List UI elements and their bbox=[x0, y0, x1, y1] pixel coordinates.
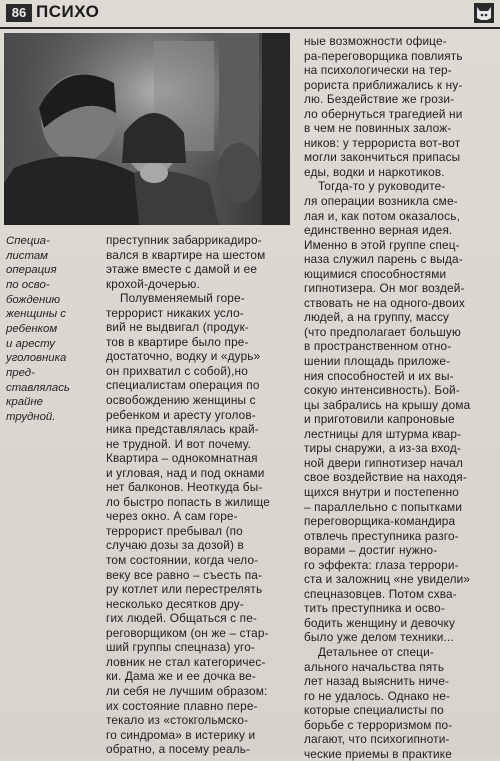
text-line: го не удалось. Однако не- bbox=[304, 688, 451, 703]
caption-line: ставлялась bbox=[6, 381, 70, 394]
photo-caption bbox=[6, 234, 88, 425]
text-line: спецназовцев. Потом схва- bbox=[304, 586, 457, 601]
text-line: этаже вместе с дамой и ее bbox=[106, 262, 258, 277]
text-line: несколько десятков дру- bbox=[106, 596, 244, 611]
text-line: людей, а на группу, массу bbox=[304, 310, 450, 325]
text-line: которые специалисты по bbox=[304, 703, 444, 718]
text-line: через окно. А сам горе- bbox=[106, 509, 238, 524]
text-line: (что предполагает большую bbox=[304, 324, 461, 339]
text-line: гих людей. Общаться с пе- bbox=[106, 611, 257, 626]
text-line: крохой-дочерью. bbox=[106, 276, 200, 291]
text-line: ников: у террориста вот-вот bbox=[304, 135, 461, 150]
caption-line: операция bbox=[6, 264, 57, 277]
text-line: ствовать не на одного-двоих bbox=[304, 295, 465, 310]
text-line: Квартира – однокомнатная bbox=[106, 451, 258, 466]
text-line: ру котлет или перестрелять bbox=[106, 582, 263, 597]
text-line: – параллельно с попытками bbox=[304, 499, 463, 514]
two-people-photo bbox=[4, 33, 290, 225]
article-column-right bbox=[304, 34, 496, 761]
text-line: шении площадь приложе- bbox=[304, 354, 451, 369]
text-line: освобождению женщины с bbox=[106, 393, 256, 408]
text-line: лет назад выяснить ниче- bbox=[304, 674, 450, 689]
text-line: отвлечь преступника разго- bbox=[304, 528, 459, 543]
text-line: гипнотизера. Он мог воздей- bbox=[304, 281, 465, 296]
text-line: было уже делом техники... bbox=[304, 630, 454, 645]
text-line: го синдрома» в истерику и bbox=[106, 727, 256, 742]
text-line: специалистам операция по bbox=[106, 378, 260, 393]
text-line: обратно, а посему реаль- bbox=[106, 742, 251, 757]
caption-line: трудной. bbox=[6, 410, 56, 423]
text-line: ния способностей и их вы- bbox=[304, 368, 454, 383]
text-line: ший группы спецназа) уго- bbox=[106, 640, 255, 655]
caption-line: уголовника bbox=[6, 352, 67, 365]
text-line: Именно в этой группе спец- bbox=[304, 237, 460, 252]
text-line: вался в квартире на шестом bbox=[106, 247, 266, 262]
section-title: ПСИХО bbox=[36, 2, 100, 21]
caption-line: Специа- bbox=[6, 235, 50, 247]
caption-line: женщины с bbox=[6, 308, 66, 321]
text-line: том состоянии, когда чело- bbox=[106, 553, 259, 568]
text-line: ловник не стал категоричес- bbox=[106, 654, 266, 669]
text-line: бодить женщину и девочку bbox=[304, 615, 455, 630]
text-line: не трудной. И вот почему. bbox=[106, 436, 252, 451]
caption-line: крайне bbox=[6, 396, 43, 409]
text-line: лестницы для штурма квар- bbox=[304, 426, 462, 441]
text-line: еды, водки и наркотиков. bbox=[304, 164, 445, 179]
text-line: ной двери гипнотизер начал bbox=[304, 455, 464, 470]
text-line: вий не выдвигал (продук- bbox=[106, 320, 249, 335]
article-column-middle bbox=[106, 233, 296, 757]
text-line: террорист никаких усло- bbox=[106, 305, 244, 320]
text-line: ребенком и аресту уголов- bbox=[106, 407, 256, 422]
text-line: он прихватил с собой),но bbox=[106, 363, 248, 378]
caption-line: ребенком bbox=[6, 322, 58, 335]
text-line: и приготовили капроновые bbox=[304, 412, 455, 427]
text-line: ста и заложниц «не увидели» bbox=[304, 572, 471, 587]
text-line: нет балконов. Неоткуда бы- bbox=[106, 480, 263, 495]
text-line: щихся внутри и постепенно bbox=[304, 484, 459, 499]
text-line: ля операции возникла сме- bbox=[304, 194, 458, 209]
caption-line: пред- bbox=[6, 366, 35, 379]
text-line: ли себя не лучшим образом: bbox=[106, 683, 268, 698]
text-line: и угловая, над и под окнами bbox=[106, 465, 265, 480]
text-line: случаю дозы за дозой) в bbox=[106, 538, 244, 553]
text-line: цы забрались на крышу дома bbox=[304, 397, 471, 412]
text-line: свое воздействие на находя- bbox=[304, 470, 467, 485]
text-line: рориста приближались к ну- bbox=[304, 77, 463, 92]
caption-line: листам bbox=[6, 249, 48, 262]
text-line: их состояние плавно пере- bbox=[106, 698, 258, 713]
text-line: ющимися способностями bbox=[304, 266, 447, 281]
text-line: тиры снаружи, а из-за вход- bbox=[304, 441, 461, 456]
text-line: сокую интенсивность). Бой- bbox=[304, 383, 460, 398]
text-line: лая и, как потом оказалось, bbox=[304, 208, 460, 223]
text-line: ные возможности офице- bbox=[304, 34, 447, 48]
text-line: преступник забаррикадиро- bbox=[106, 233, 262, 247]
text-line: ло быстро попасть в жилище bbox=[106, 494, 270, 509]
text-line: ника представлялась край- bbox=[106, 422, 259, 437]
text-line: лагают, что психогипноти- bbox=[304, 732, 450, 747]
text-line: в пространственном отно- bbox=[304, 339, 452, 354]
text-line: могли закончиться припасы bbox=[304, 150, 461, 165]
text-line: реговорщиком (он же – стар- bbox=[106, 625, 269, 640]
text-line: лю. Бездействие же грози- bbox=[304, 92, 455, 107]
text-line: ворами – достиг нужно- bbox=[304, 543, 438, 558]
text-line: ческие приемы в практике bbox=[304, 746, 452, 761]
text-line: Детальнее от специ- bbox=[318, 644, 434, 659]
text-line: борьбе с терроризмом по- bbox=[304, 717, 453, 732]
cat-icon bbox=[474, 3, 494, 23]
text-line: тов в квартире было пре- bbox=[106, 334, 249, 349]
text-line: веку все равно – съесть па- bbox=[106, 567, 263, 582]
caption-line: и аресту bbox=[6, 337, 56, 350]
page-header bbox=[0, 0, 500, 29]
text-line: Полувменяемый горе- bbox=[120, 291, 245, 306]
text-line: ального начальства пять bbox=[304, 659, 445, 674]
text-line: в чем не повинных залож- bbox=[304, 121, 452, 136]
text-line: Тогда-то у руководите- bbox=[318, 179, 446, 194]
text-line: текало из «стокгольмско- bbox=[106, 713, 249, 728]
text-line: единственно верная идея. bbox=[304, 223, 453, 238]
text-line: го эффекта: глаза террори- bbox=[304, 557, 459, 572]
text-line: ки. Дама же и ее дочка ве- bbox=[106, 669, 256, 684]
text-line: наза служил парень с выда- bbox=[304, 252, 463, 267]
caption-line: по осво- bbox=[6, 278, 50, 291]
page-number: 86 bbox=[6, 4, 32, 22]
text-line: тить преступника и осво- bbox=[304, 601, 445, 616]
text-line: ра-переговорщика повлиять bbox=[304, 48, 463, 63]
text-line: террорист пребывал (по bbox=[106, 523, 243, 538]
caption-line: бождению bbox=[6, 293, 61, 306]
text-line: ло обернуться трагедией ни bbox=[304, 106, 463, 121]
text-line: переговорщика-командира bbox=[304, 514, 456, 529]
text-line: на психологически на тер- bbox=[304, 63, 452, 78]
text-line: достаточно, водку и «дурь» bbox=[106, 349, 261, 364]
